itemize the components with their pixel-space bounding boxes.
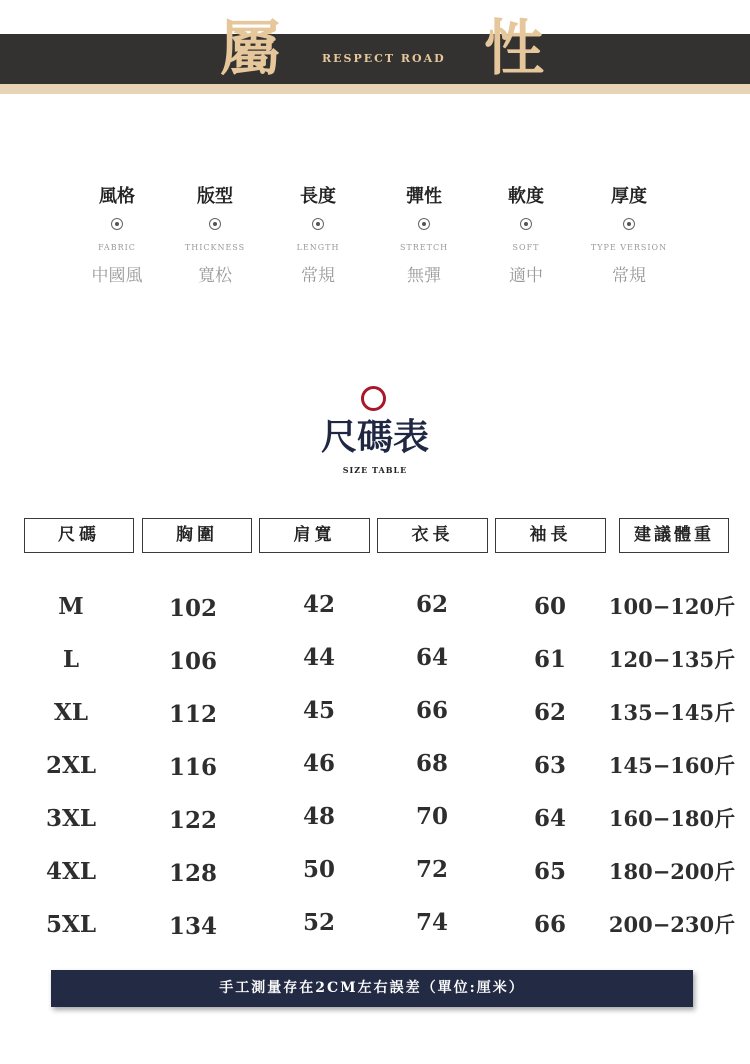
bullet-icon [418,218,430,230]
attribute-value: 無彈 [407,266,441,286]
table-cell: 66 [533,911,566,938]
header-char-left: 屬 [220,14,280,84]
table-cell: 45 [302,697,335,724]
table-cell: 66 [415,697,448,724]
bullet-icon [209,218,221,230]
table-cell: 106 [168,648,217,675]
table-cell: 52 [302,909,335,936]
table-cell: 60 [533,593,566,620]
bullet-icon [520,218,532,230]
table-cell: 64 [415,644,448,671]
header-subtitle: RESPECT ROAD [322,52,446,65]
attribute-value: 適中 [509,266,543,286]
table-cell: 63 [533,752,566,779]
size-label: XL [53,699,89,726]
table-cell: 102 [168,595,217,622]
table-header-cell: 胸圍 [142,518,252,553]
table-cell: 128 [168,860,217,887]
bullet-icon [623,218,635,230]
attribute-en-label: SOFT [512,243,540,252]
attribute-column [77,184,157,289]
attribute-column [589,184,669,289]
table-cell: 74 [415,909,448,936]
table-header-cell: 建議體重 [619,518,729,553]
table-cell: 135−145斤 [608,700,736,725]
table-cell: 70 [415,803,448,830]
attribute-title: 長度 [300,186,336,207]
measurement-note: 手工測量存在2CM左右誤差（單位:厘米） [51,970,693,1007]
table-cell: 160−180斤 [608,806,736,831]
table-cell: 200−230斤 [608,912,736,937]
attribute-column [486,184,566,289]
table-cell: 61 [533,646,566,673]
table-cell: 46 [302,750,335,777]
table-cell: 134 [168,913,217,940]
table-cell: 68 [415,750,448,777]
table-cell: 44 [302,644,335,671]
table-cell: 42 [302,591,335,618]
table-cell: 48 [302,803,335,830]
bullet-icon [312,218,324,230]
table-header-cell: 袖長 [495,518,606,553]
size-label: 4XL [45,858,97,885]
bullet-icon [111,218,123,230]
attribute-title: 風格 [99,186,135,207]
attribute-column [278,184,358,289]
attribute-title: 版型 [197,186,233,207]
table-header-cell: 肩寬 [259,518,370,553]
size-label: M [58,593,84,620]
attribute-en-label: STRETCH [399,243,449,252]
table-cell: 65 [533,858,566,885]
size-label: 3XL [45,805,97,832]
table-header-cell: 衣長 [377,518,488,553]
table-header-cell: 尺碼 [24,518,134,553]
table-cell: 112 [168,701,217,728]
size-label: 5XL [45,911,97,938]
attribute-value: 常規 [612,266,646,286]
table-cell: 180−200斤 [608,859,736,884]
table-cell: 120−135斤 [608,647,736,672]
attribute-en-label: LENGTH [296,243,340,252]
size-label: 2XL [45,752,97,779]
attribute-title: 厚度 [611,186,647,207]
table-cell: 64 [533,805,566,832]
size-table-subtitle: SIZE TABLE [342,465,408,475]
attribute-title: 彈性 [406,186,442,207]
size-label: L [62,646,80,673]
attribute-value: 寬松 [198,266,232,286]
table-cell: 116 [168,754,217,781]
header-char-right: 性 [484,14,544,84]
table-cell: 100−120斤 [608,594,736,619]
table-cell: 72 [415,856,448,883]
size-table-title: 尺碼表 [320,416,429,458]
attribute-column [175,184,255,289]
header-gold-stripe [0,84,750,94]
attribute-value: 中國風 [91,266,143,286]
attribute-en-label: FABRIC [98,243,136,252]
attribute-column [384,184,464,289]
table-cell: 145−160斤 [608,753,736,778]
attribute-en-label: THICKNESS [184,243,246,252]
table-cell: 62 [533,699,566,726]
table-cell: 122 [168,807,217,834]
table-cell: 62 [415,591,448,618]
attribute-title: 軟度 [508,186,544,207]
circle-icon [361,386,386,411]
attribute-en-label: TYPE VERSION [590,243,668,252]
table-cell: 50 [302,856,335,883]
attribute-value: 常規 [301,266,335,286]
